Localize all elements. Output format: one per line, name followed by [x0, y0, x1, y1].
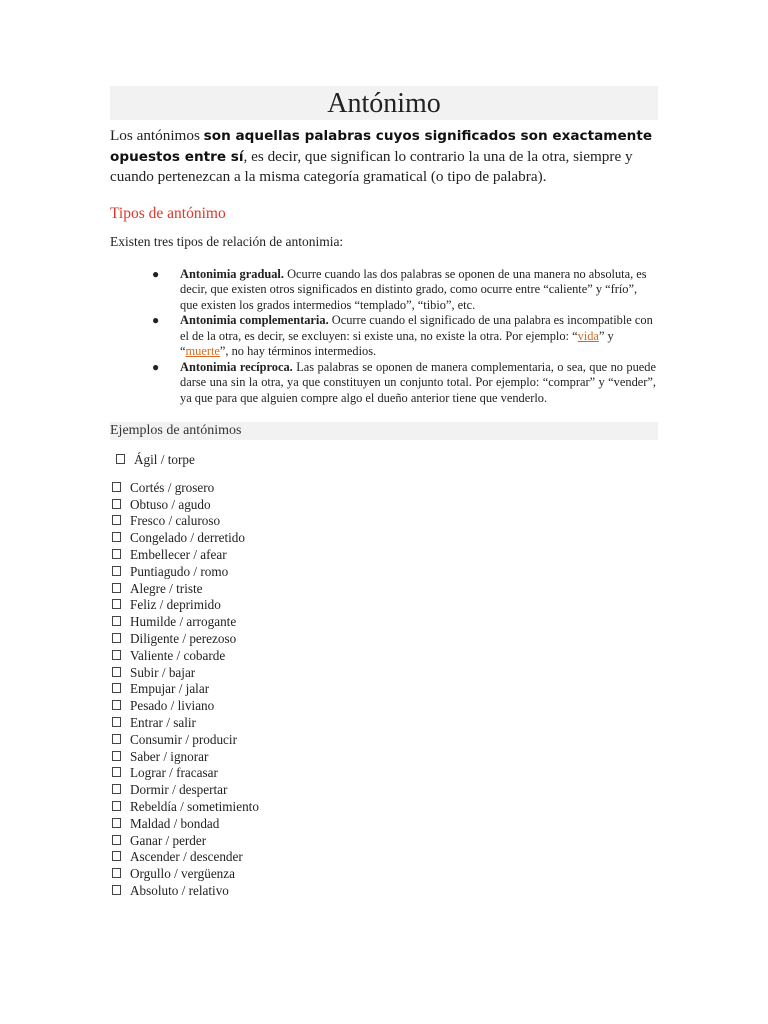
example-text: Obtuso / agudo: [130, 496, 211, 512]
example-text: Entrar / salir: [130, 714, 196, 730]
intro-text-pre: Los antónimos: [110, 127, 204, 144]
example-text: Embellecer / afear: [130, 546, 227, 562]
list-item: [112, 564, 658, 581]
type-title: Antonimia complementaria.: [180, 313, 329, 327]
document-page: [110, 86, 658, 900]
list-item: [112, 648, 658, 665]
bullet-icon: ●: [152, 359, 160, 374]
example-text: Maldad / bondad: [130, 815, 220, 831]
types-list: [110, 267, 658, 407]
type-title: Antonimia gradual.: [180, 266, 284, 281]
example-text: Diligente / perezoso: [130, 630, 237, 646]
example-text: Valiente / cobarde: [130, 647, 226, 663]
list-item: [112, 833, 658, 850]
list-item: [112, 698, 658, 715]
type-description: Ocurre cuando el significado de una palabra es incompatible con el de la otra, es decir, se excluyen: si existe una, no existe la otra. Por ejemplo: “: [180, 313, 653, 343]
list-item: [112, 597, 658, 614]
checkbox-icon: [112, 801, 121, 811]
checkbox-icon: [112, 835, 121, 845]
checkbox-icon: [112, 515, 121, 525]
example-text: Ganar / perder: [130, 832, 207, 848]
checkbox-icon: [112, 683, 121, 693]
example-text: Dormir / despertar: [130, 782, 228, 798]
checkbox-icon: [112, 767, 121, 777]
example-text: Alegre / triste: [130, 580, 203, 596]
list-item: [112, 665, 658, 682]
type-description: Las palabras se oponen de manera complementaria, o sea, que no puede darse una sin la otra, ya que constituyen un conjunto total. Por ejemplo: “comprar” y “vender”, ya que para que alguien compre algo el dueño anterior tiene que venderlo.: [180, 359, 656, 405]
checkbox-icon: [112, 868, 121, 878]
examples-items: [112, 480, 658, 900]
list-item: [112, 530, 658, 547]
list-item: [112, 883, 658, 900]
list-item: [112, 765, 658, 782]
checkbox-icon: [112, 667, 121, 677]
checkbox-icon: [116, 454, 125, 464]
section-heading-types: Tipos de antónimo: [110, 204, 226, 222]
list-item: [112, 715, 658, 732]
list-item: [112, 631, 658, 648]
checkbox-icon: [112, 549, 121, 559]
list-item: [116, 452, 658, 469]
example-text: Ascender / descender: [130, 849, 243, 865]
list-item: [152, 360, 656, 407]
examples-list: [110, 452, 658, 900]
checkbox-icon: [112, 734, 121, 744]
list-item: [112, 816, 658, 833]
checkbox-icon: [112, 616, 121, 626]
link-muerte[interactable]: muerte: [185, 344, 220, 358]
example-text: Saber / ignorar: [130, 748, 209, 764]
example-text: Puntiagudo / romo: [130, 563, 229, 579]
example-text: Lograr / fracasar: [130, 765, 218, 781]
list-item: [112, 614, 658, 631]
list-item: [112, 547, 658, 564]
example-text: Empujar / jalar: [130, 681, 210, 697]
list-item: [112, 749, 658, 766]
list-item: [152, 313, 656, 360]
list-item: [112, 799, 658, 816]
list-item: [112, 497, 658, 514]
list-item: [112, 782, 658, 799]
page-title: Antónimo: [110, 86, 658, 120]
list-item: [112, 581, 658, 598]
checkbox-icon: [112, 633, 121, 643]
list-item: [112, 513, 658, 530]
example-text: Rebeldía / sometimiento: [130, 798, 259, 814]
example-text: Ágil / torpe: [134, 452, 195, 467]
example-text: Humilde / arrogante: [130, 614, 237, 630]
checkbox-icon: [112, 818, 121, 828]
example-text: Feliz / deprimido: [130, 597, 221, 613]
example-text: Consumir / producir: [130, 731, 237, 747]
list-item: [152, 267, 656, 314]
types-lead-text: Existen tres tipos de relación de antonimia:: [110, 233, 344, 249]
checkbox-icon: [112, 784, 121, 794]
intro-paragraph: [110, 126, 658, 188]
list-item: [112, 866, 658, 883]
intro-text-post: , es decir, que significan lo contrario la una de la otra, siempre y cuando pertenezcan a la misma categoría gramatical (o tipo de palabra).: [110, 147, 633, 185]
example-text: Orgullo / vergüenza: [130, 866, 235, 882]
checkbox-icon: [112, 583, 121, 593]
link-vida[interactable]: vida: [577, 328, 599, 343]
checkbox-icon: [112, 851, 121, 861]
checkbox-icon: [112, 599, 121, 609]
checkbox-icon: [112, 717, 121, 727]
bullet-icon: ●: [152, 266, 160, 281]
section-heading-examples: Ejemplos de antónimos: [110, 422, 658, 440]
checkbox-icon: [112, 499, 121, 509]
intro-text-bold: son aquellas palabras cuyos significados son exactamente opuestos entre sí: [110, 128, 653, 165]
checkbox-icon: [112, 751, 121, 761]
type-description: ”, no hay términos intermedios.: [219, 344, 377, 358]
checkbox-icon: [112, 482, 121, 492]
list-item: [112, 849, 658, 866]
type-description: Ocurre cuando las dos palabras se oponen de una manera no absoluta, es decir, que existen otros significados en distinto grado, como ocurre entre “caliente” y “frío”, que existen los grados intermedios “templado”, “tibio”, etc.: [180, 266, 647, 312]
example-text: Subir / bajar: [130, 664, 196, 680]
list-item: [112, 681, 658, 698]
checkbox-icon: [112, 650, 121, 660]
checkbox-icon: [112, 700, 121, 710]
example-text: Cortés / grosero: [130, 479, 215, 495]
example-text: Congelado / derretido: [130, 530, 245, 546]
type-description: ” y “: [180, 328, 614, 358]
list-item: [112, 732, 658, 749]
checkbox-icon: [112, 532, 121, 542]
example-text: Pesado / liviano: [130, 698, 215, 714]
bullet-icon: ●: [152, 313, 160, 327]
type-title: Antonimia recíproca.: [180, 359, 293, 374]
example-text: Fresco / caluroso: [130, 513, 221, 529]
checkbox-icon: [112, 566, 121, 576]
list-item: [112, 480, 658, 497]
checkbox-icon: [112, 885, 121, 895]
example-text: Absoluto / relativo: [130, 882, 229, 898]
